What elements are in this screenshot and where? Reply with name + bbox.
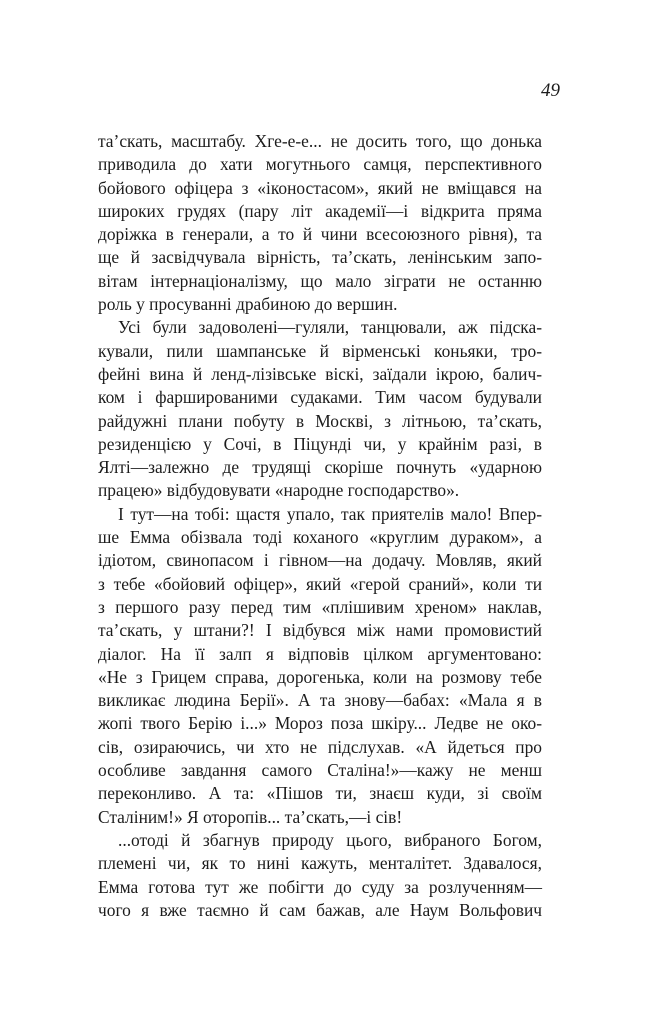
text-line: доріжка в генерали, а то й чини всесоюзного рівня), та [98, 224, 542, 245]
text-line: сів, озираючись, чи хто не підслухав. «А йдеться про [98, 736, 542, 757]
text-line: та’скать, у штани?! І відбувся між нами промовистий [98, 620, 542, 641]
text-line: резиденцією у Сочі, в Піцунді чи, у крайнім разі, в [98, 433, 542, 454]
text-line: Ялті—залежно де трудящі скоріше почнуть «ударною [98, 457, 542, 478]
text-line: ідіотом, свинопасом і гівном—на додачу. Мовляв, який [98, 550, 542, 571]
text-line: Емма готова тут же побігти до суду за розлученням— [98, 876, 542, 897]
paragraph-2 [98, 316, 542, 502]
text-line: чого я вже таємно й сам бажав, але Наум Вольфович [98, 899, 542, 920]
text-line: І тут—на тобі: щастя упало, так приятелів мало! Впер- [118, 503, 542, 524]
text-line: широких грудях (пару літ академії—і відкрита пряма [98, 200, 542, 221]
text-line: діалог. На її залп я відповів цілком аргументовано: [98, 643, 542, 664]
paragraph-3 [98, 503, 542, 829]
text-line: ще й засвідчувала вірність, та’скать, ленінським запо- [98, 247, 542, 268]
text-line: жопі твого Берію і...» Мороз поза шкіру... Ледве не око- [98, 713, 542, 734]
text-line: бойового офіцера з «іконостасом», який не вміщався на [98, 177, 542, 198]
text-line: райдужні плани побуту в Москві, з літньою, та’скать, [98, 410, 542, 431]
paragraph-1 [98, 130, 542, 316]
text-line: вітам інтернаціоналізму, що мало зіграти не останню [98, 270, 542, 291]
text-line: ком і фаршированими судаками. Тим часом будували [98, 387, 542, 408]
page-number: 49 [541, 80, 560, 101]
text-line: з тебе «бойовий офіцер», який «герой сраний», коли ти [98, 573, 542, 594]
text-line: ше Емма обізвала тоді коханого «круглим дураком», а [98, 527, 542, 548]
paragraph-4 [98, 829, 542, 922]
text-line: викликає людина Берії». А та знову—бабах: «Мала я в [98, 690, 542, 711]
text-line: племені чи, як то нині кажуть, менталітет. Здавалося, [98, 853, 542, 874]
text-line: переконливо. А та: «Пішов ти, знаєш куди, зі своїм [98, 783, 542, 804]
text-line: ...отоді й збагнув природу цього, вибраного Богом, [118, 829, 542, 850]
text-line: та’скать, масштабу. Хге-е-е... не досить того, що донька [98, 131, 542, 151]
text-line: роль у просуванні драбиною до вершин. [98, 294, 398, 315]
text-line: «Не з Грицем справа, дорогенька, коли на розмову тебе [98, 666, 542, 687]
text-line: працею» відбудовувати «народне господарство». [98, 480, 460, 501]
text-line: Усі були задоволені—гуляли, танцювали, аж підска- [118, 317, 542, 338]
body-text [98, 130, 542, 922]
text-line: Сталіним!» Я оторопів... та’скать,—і сів! [98, 806, 403, 827]
text-line: кували, пили шампанське й вірменські коньяки, тро- [98, 340, 542, 361]
text-line: особливе завдання самого Сталіна!»—кажу не менш [98, 760, 542, 781]
text-line: приводила до хати могутнього самця, перспективного [98, 154, 542, 175]
text-line: фейні вина й ленд-лізівське віскі, заїдали ікрою, балич- [98, 363, 542, 384]
text-line: з першого разу перед тим «плішивим хреном» наклав, [98, 596, 542, 617]
